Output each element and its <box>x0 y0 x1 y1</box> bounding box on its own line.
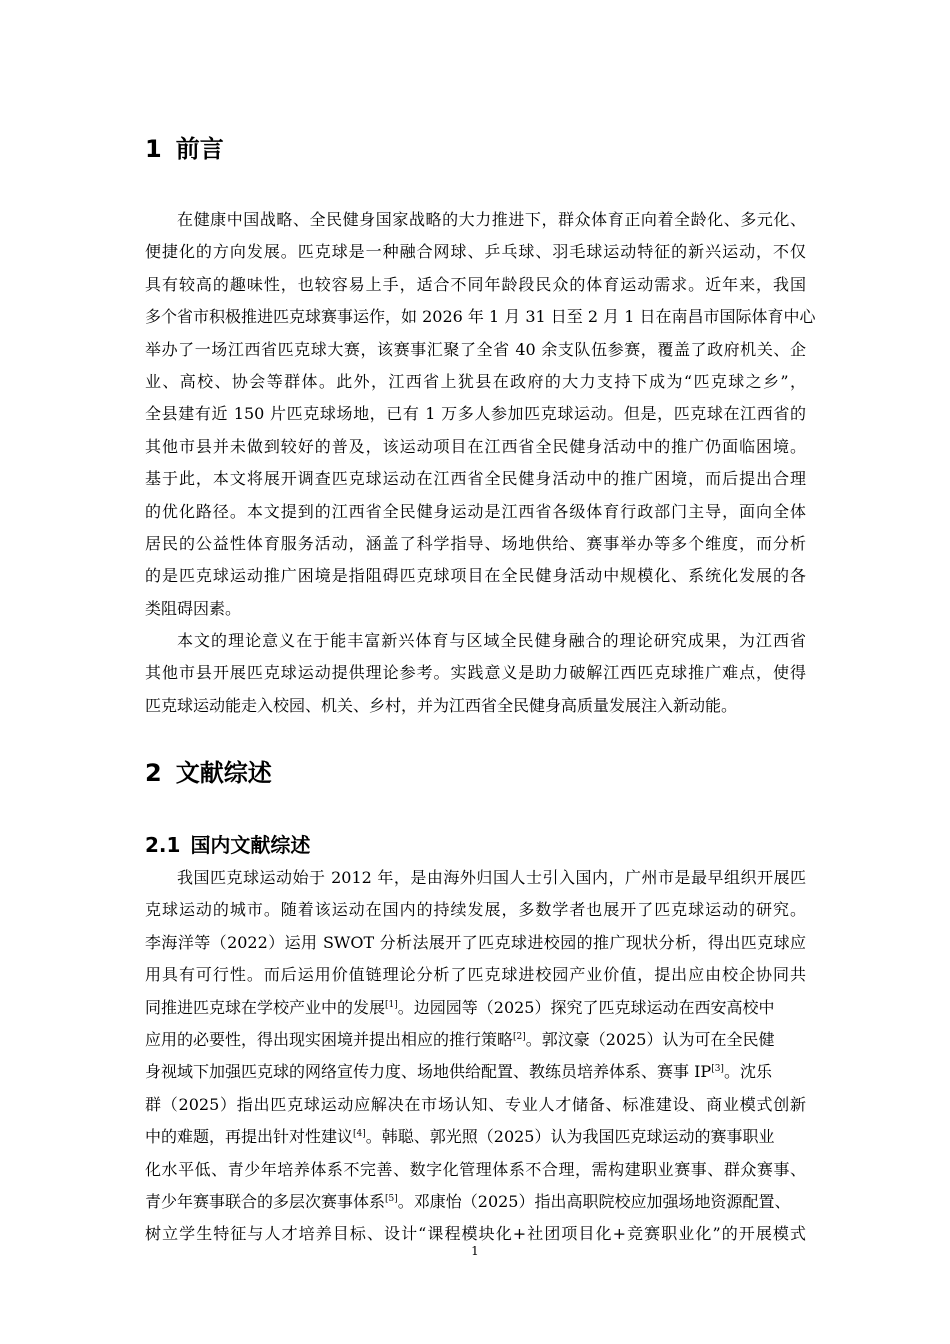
text-line-with-citation <box>145 992 806 1024</box>
text-line-with-citation <box>145 1056 806 1088</box>
citation-marker: [1] <box>385 999 398 1010</box>
text-line-with-citation <box>145 1024 806 1056</box>
section-1-number: 1 <box>145 135 162 163</box>
citation-text: 。沈乐 <box>723 1062 772 1082</box>
text-line: 多个省市积极推进匹克球赛事运作，如 2026 年 1 月 31 日至 2 月 1 日在南昌市国际体育中心 <box>145 307 816 327</box>
citation-marker: [5] <box>385 1193 398 1204</box>
section-1-title: 前言 <box>175 135 224 163</box>
text-line: 树立学生特征与人才培养目标、设计“课程模块化+社团项目化+竞赛职业化”的开展模式 <box>145 1224 806 1244</box>
text-line: 其他市县并未做到较好的普及，该运动项目在江西省全民健身活动中的推广仍面临困境。 <box>145 436 806 456</box>
text-line: 基于此，本文将展开调查匹克球运动在江西省全民健身活动中的推广困境，而后提出合理 <box>145 469 806 489</box>
text-line-with-citation <box>145 1121 806 1153</box>
citation-text: 中的难题，再提出针对性建议 <box>145 1127 354 1147</box>
text-line: 群（2025）指出匹克球运动应解决在市场认知、专业人才储备、标准建设、商业模式创新 <box>145 1094 806 1114</box>
citation-text: 身视域下加强匹克球的网络宣传力度、场地供给配置、教练员培养体系、赛事 IP <box>145 1062 712 1082</box>
page-number: 1 <box>471 1244 479 1258</box>
citation-text: 。邓康怡（2025）指出高职院校应加强场地资源配置、 <box>397 1191 791 1211</box>
text-line: 的优化路径。本文提到的江西省全民健身运动是江西省各级体育行政部门主导，面向全体 <box>145 501 806 521</box>
section-2-1-heading <box>145 832 310 858</box>
section-1-paragraph-2 <box>145 625 806 722</box>
text-line: 其他市县开展匹克球运动提供理论参考。实践意义是助力破解江西匹克球推广难点，使得 <box>145 663 806 683</box>
citation-text: 同推进匹克球在学校产业中的发展 <box>145 997 386 1017</box>
section-1-heading <box>145 134 224 164</box>
text-line: 用具有可行性。而后运用价值链理论分析了匹克球进校园产业价值，提出应由校企协同共 <box>145 965 806 985</box>
text-line: 克球运动的城市。随着该运动在国内的持续发展，多数学者也展开了匹克球运动的研究。 <box>145 900 806 920</box>
citation-text: 青少年赛事联合的多层次赛事体系 <box>145 1191 386 1211</box>
text-line: 我国匹克球运动始于 2012 年，是由海外归国人士引入国内，广州市是最早组织开展匹 <box>177 868 806 887</box>
text-line: 的是匹克球运动推广困境是指阻碍匹克球项目在全民健身活动中规模化、系统化发展的各 <box>145 566 806 586</box>
citation-text: 应用的必要性，得出现实困境并提出相应的推行策略 <box>145 1029 514 1049</box>
section-2-1-number: 2.1 <box>145 833 181 857</box>
citation-text: 。边园园等（2025）探究了匹克球运动在西安高校中 <box>397 997 775 1017</box>
text-line: 业、高校、协会等群体。此外，江西省上犹县在政府的大力支持下成为“匹克球之乡”， <box>145 371 806 391</box>
section-2-1-title: 国内文献综述 <box>190 833 311 857</box>
text-line: 在健康中国战略、全民健身国家战略的大力推进下，群众体育正向着全龄化、多元化、 <box>177 210 806 229</box>
text-line: 举办了一场江西省匹克球大赛，该赛事汇聚了全省 40 余支队伍参赛，覆盖了政府机关、企 <box>145 339 806 359</box>
text-line: 化水平低、青少年培养体系不完善、数字化管理体系不合理，需构建职业赛事、群众赛事、 <box>145 1159 806 1179</box>
text-line: 类阻碍因素。 <box>145 598 242 618</box>
text-line: 具有较高的趣味性，也较容易上手，适合不同年龄段民众的体育运动需求。近年来，我国 <box>145 274 806 294</box>
text-line: 便捷化的方向发展。匹克球是一种融合网球、乒乓球、羽毛球运动特征的新兴运动，不仅 <box>145 242 806 262</box>
section-2-number: 2 <box>145 759 162 787</box>
section-2-heading <box>145 758 272 788</box>
citation-text: 。郭汶豪（2025）认为可在全民健 <box>525 1029 775 1049</box>
section-2-1-paragraph <box>145 862 806 1251</box>
text-line: 本文的理论意义在于能丰富新兴体育与区域全民健身融合的理论研究成果，为江西省 <box>177 631 806 650</box>
section-1-paragraph-1 <box>145 204 816 625</box>
text-line: 全县建有近 150 片匹克球场地，已有 1 万多人参加匹克球运动。但是，匹克球在江西省的 <box>145 404 806 424</box>
text-line: 居民的公益性体育服务活动，涵盖了科学指导、场地供给、赛事举办等多个维度，而分析 <box>145 533 806 553</box>
citation-marker: [4] <box>353 1129 366 1140</box>
text-line: 匹克球运动能走入校园、机关、乡村，并为江西省全民健身高质量发展注入新动能。 <box>145 695 738 715</box>
citation-marker: [3] <box>711 1064 724 1075</box>
section-2-title: 文献综述 <box>175 759 272 787</box>
text-line: 李海洋等（2022）运用 SWOT 分析法展开了匹克球进校园的推广现状分析，得出匹克球应 <box>145 932 806 952</box>
citation-marker: [2] <box>513 1031 526 1042</box>
text-line-with-citation <box>145 1186 806 1218</box>
citation-text: 。韩聪、郭光照（2025）认为我国匹克球运动的赛事职业 <box>365 1127 775 1147</box>
